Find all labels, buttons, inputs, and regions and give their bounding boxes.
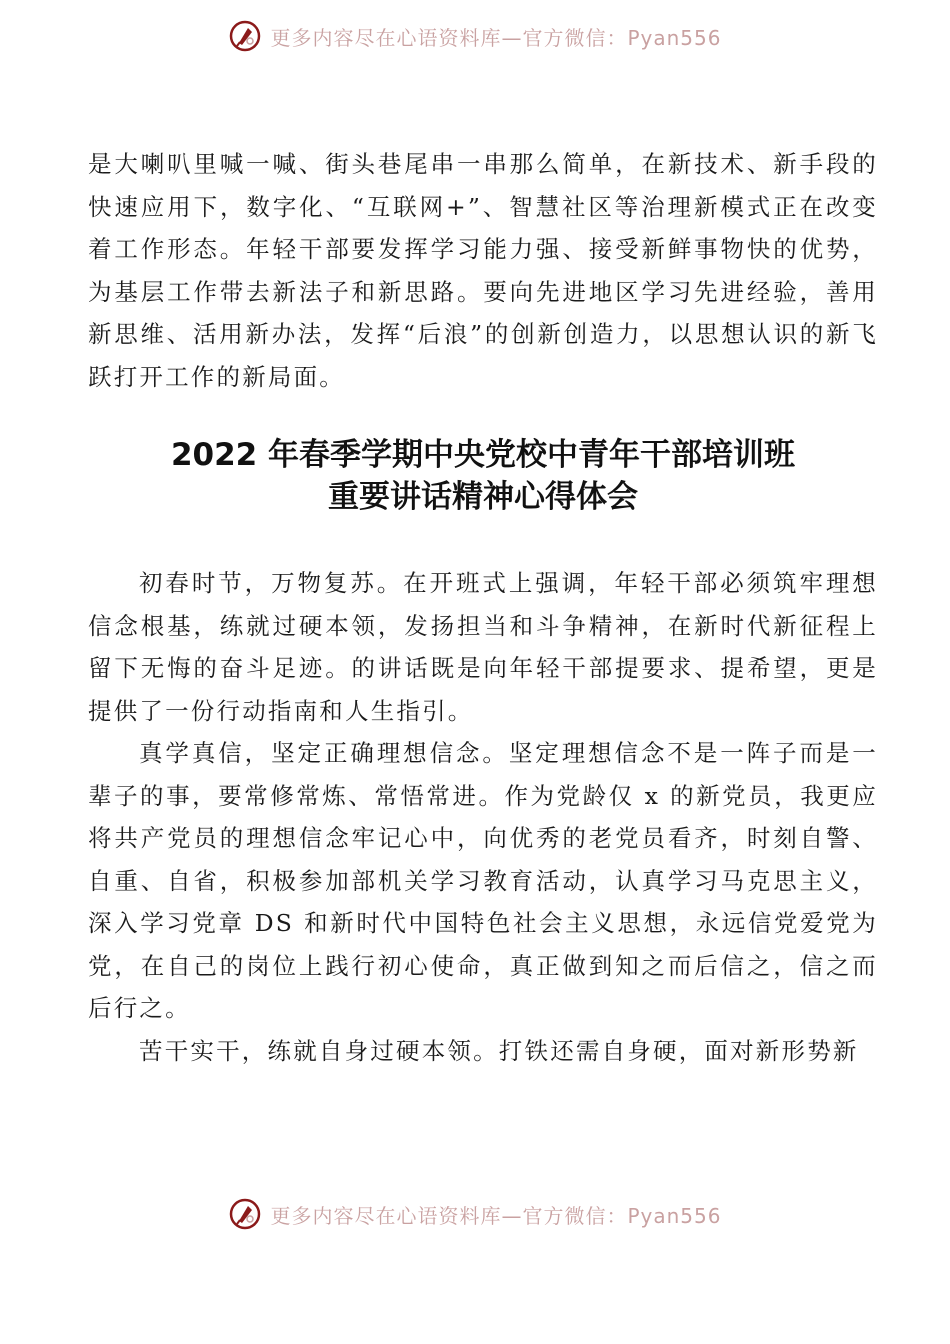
- title-line-2: 重要讲话精神心得体会: [328, 479, 638, 515]
- footer-watermark: [0, 1194, 950, 1234]
- pen-nib-logo-icon: [228, 1197, 262, 1231]
- document-body: [88, 143, 878, 1072]
- paragraph-3: 苦干实干，练就自身过硬本领。打铁还需自身硬，面对新形势新: [139, 1036, 859, 1065]
- paragraph-2: 真学真信，坚定正确理想信念。坚定理想信念不是一阵子而是一辈子的事，要常修常炼、常悟常进。作为党龄仅 x 的新党员，我更应将共产党员的理想信念牢记心中，向优秀的老党员看齐，时刻自警、自重、自省，积极参加部机关学习教育活动，认真学习马克思主义，深入学习党章 DS 和新时代中国特色社会主义思想，永远信党爱党为党，在自己的岗位上践行初心使命，真正做到知之而后信之，信之而后行之。: [88, 739, 878, 1022]
- title-line-1: 2022 年春季学期中央党校中青年干部培训班: [170, 437, 796, 473]
- document-title: [88, 434, 878, 518]
- pen-nib-logo-icon: [228, 19, 262, 53]
- header-watermark: [0, 16, 950, 56]
- header-watermark-text: 更多内容尽在心语资料库—官方微信：Pyan556: [270, 25, 722, 50]
- paragraph-continued: 是大喇叭里喊一喊、街头巷尾串一串那么简单，在新技术、新手段的快速应用下，数字化、“互联网+”、智慧社区等治理新模式正在改变着工作形态。年轻干部要发挥学习能力强、接受新鲜事物快的优势，为基层工作带去新法子和新思路。要向先进地区学习先进经验，善用新思维、活用新办法，发挥“后浪”的创新创造力，以思想认识的新飞跃打开工作的新局面。: [88, 150, 878, 391]
- paragraph-1: 初春时节，万物复苏。在开班式上强调，年轻干部必须筑牢理想信念根基，练就过硬本领，发扬担当和斗争精神，在新时代新征程上留下无悔的奋斗足迹。的讲话既是向年轻干部提要求、提希望，更是提供了一份行动指南和人生指引。: [88, 569, 878, 725]
- footer-watermark-text: 更多内容尽在心语资料库—官方微信：Pyan556: [270, 1203, 722, 1228]
